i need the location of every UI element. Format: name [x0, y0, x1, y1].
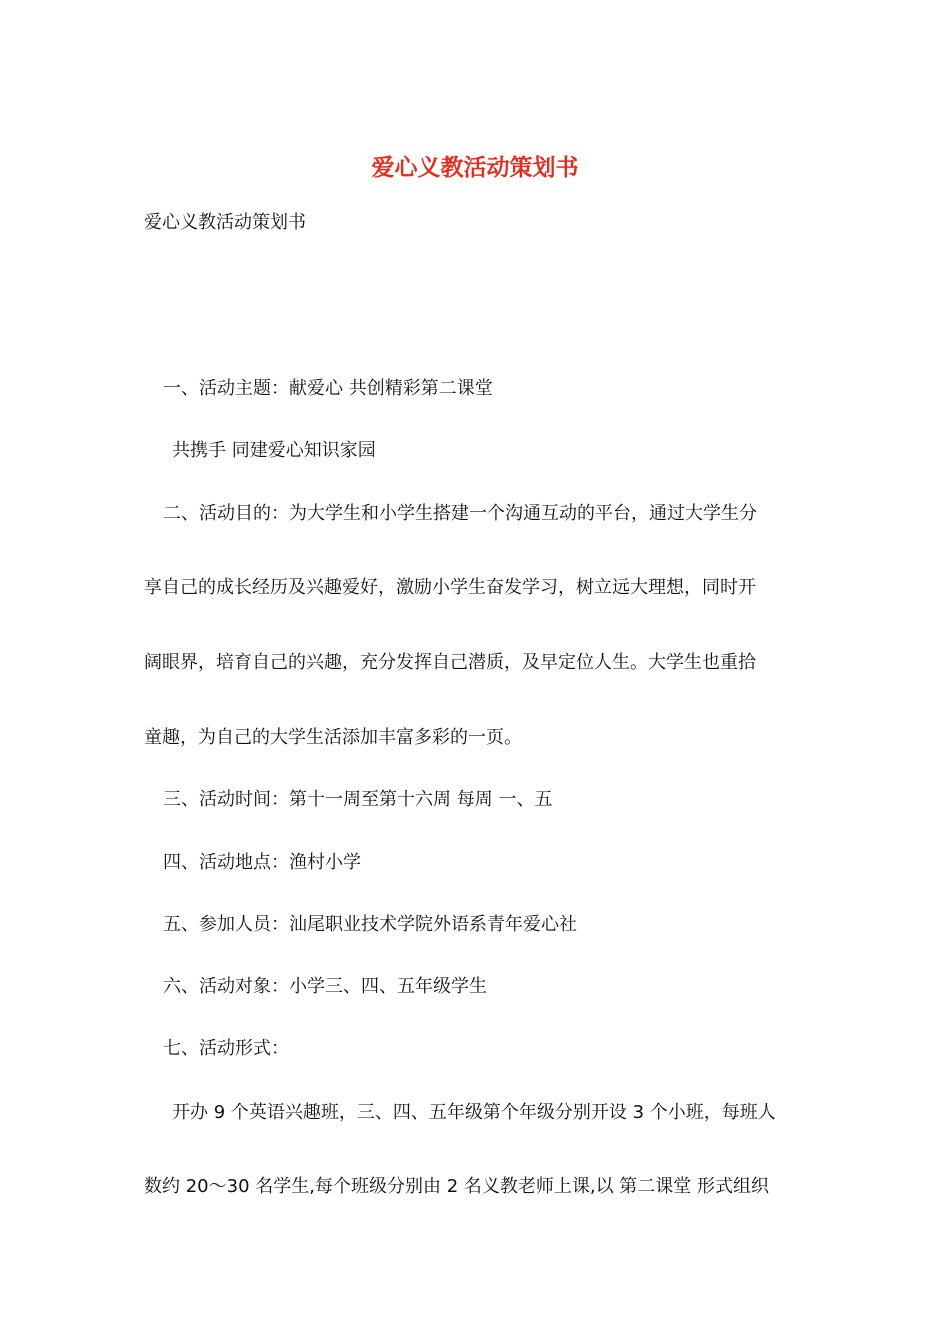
paragraph-line: 四、活动地点：渔村小学	[163, 852, 361, 873]
paragraph-line: 共携手 同建爱心知识家园	[172, 440, 376, 461]
paragraph-line: 五、参加人员：汕尾职业技术学院外语系青年爱心社	[163, 914, 577, 935]
paragraph-line: 开办 9 个英语兴趣班，三、四、五年级第个年级分别开设 3 个小班，每班人	[172, 1102, 776, 1123]
document-title: 爱心义教活动策划书	[371, 154, 579, 181]
paragraph-line: 阔眼界，培育自己的兴趣，充分发挥自己潜质，及早定位人生。大学生也重拾	[144, 652, 756, 673]
paragraph-line: 享自己的成长经历及兴趣爱好，激励小学生奋发学习，树立远大理想，同时开	[144, 577, 756, 598]
paragraph-line: 一、活动主题：献爱心 共创精彩第二课堂	[163, 378, 493, 399]
document-subtitle: 爱心义教活动策划书	[144, 212, 306, 233]
paragraph-line: 二、活动目的：为大学生和小学生搭建一个沟通互动的平台，通过大学生分	[163, 503, 757, 524]
paragraph-line: 数约 20～30 名学生,每个班级分别由 2 名义教老师上课,以 第二课堂 形式组织	[144, 1176, 770, 1197]
paragraph-line: 童趣，为自己的大学生活添加丰富多彩的一页。	[144, 727, 522, 748]
paragraph-line: 七、活动形式：	[163, 1038, 289, 1059]
paragraph-line: 三、活动时间：第十一周至第十六周 每周 一、五	[163, 789, 553, 810]
paragraph-line: 六、活动对象：小学三、四、五年级学生	[163, 976, 487, 997]
